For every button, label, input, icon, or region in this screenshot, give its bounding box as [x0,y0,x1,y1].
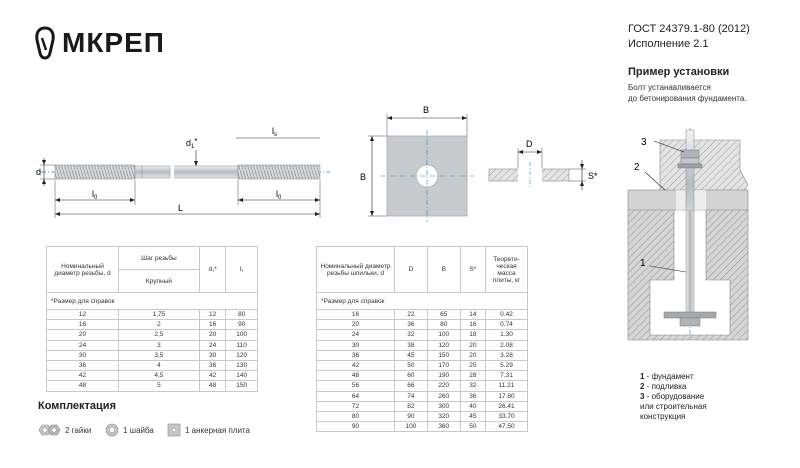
bolt-drawing [36,126,330,218]
installation-note-line-1: Болт устанавливается [628,83,711,92]
callout-3: 3 [641,137,647,148]
table-row: 72 82 300 40 26.41 [317,401,528,411]
bolt-thread-right [238,165,320,179]
execution-label: Исполнение 2.1 [628,38,709,50]
legend-item-3: 3 - оборудование [640,392,705,401]
installation-note-line-2: до бетонирования фундамента. [628,94,747,103]
table-row: 16 2 16 90 [47,320,258,330]
table-row: 36 4 36 130 [47,360,258,370]
nut-icon [38,423,62,437]
equipment-section [660,140,748,196]
table-row: 48 5 48 150 [47,381,258,391]
table-row: 36 45 150 20 3.28 [317,350,528,360]
t1-header-l: l₁ [226,247,258,293]
t1-header-pitch-sub: Крупный [119,270,200,293]
t1-note: *Размер для справок [47,293,258,310]
t1-header-pitch: Шаг резьбы [119,247,200,270]
t2-header-D: D [395,247,428,293]
table-row: 80 90 320 45 33.70 [317,411,528,421]
anchor-plate-drawing [360,105,474,222]
table-row: 30 38 120 20 2.08 [317,340,528,350]
bolt-thread-left [55,165,135,179]
nut-foundation [680,318,700,326]
table-row: 42 50 170 25 5.29 [317,360,528,370]
nut-top [681,150,699,158]
t1-header-d1: d₁* [199,247,226,293]
dim-S: S* [588,171,598,181]
brand-name: МКРЕП [62,27,165,58]
dim-D: D [526,139,533,149]
dim-d1: $d_1*$ [186,137,198,150]
kit-title: Комплектация [38,400,116,412]
table-row: 20 36 80 16 0.74 [317,320,528,330]
table-row: 24 3 24 110 [47,340,258,350]
legend-item-3-line-2: или строительная [640,402,707,411]
dim-L: L [178,203,184,213]
table-row: 56 66 220 32 11.21 [317,381,528,391]
table-row: 48 60 190 28 7.31 [317,371,528,381]
dim-d: d [36,167,42,177]
kit-plate-label: 1 анкерная плита [185,425,250,435]
kit-washer-label: 1 шайба [123,425,154,435]
foundation-drawing [620,210,760,350]
dim-l0-right: $l_0$ [276,189,282,201]
t1-header-diameter: Номинальный диаметр резьбы, d [47,247,119,293]
table-row: 20 2,5 20 100 [47,330,258,340]
anchor-plate-installed [664,312,716,318]
dim-B-side: B [360,172,367,182]
table-row: 12 1,75 12 80 [47,310,258,320]
t2-header-S: S* [460,247,485,293]
kit-nuts-label: 2 гайки [65,425,92,435]
table-row: 24 32 100 18 1.30 [317,330,528,340]
t2-header-mass: Теорети- ческая масса плиты, кг [486,247,528,293]
t2-header-B: B [427,247,460,293]
installation-example-title: Пример установки [628,66,730,78]
dim-l0-left: $l_0$ [92,189,98,201]
table-row: 90 100 360 50 47.50 [317,422,528,432]
dim-B-top: B [423,105,430,115]
legend-item-1: 1 - фундамент [640,372,694,381]
legend-item-3-line-3: конструкция [640,412,686,421]
t2-note: *Размер для справок [317,293,528,310]
legend-item-2: 2 - подливка [640,382,687,391]
installation-legend [640,372,707,422]
kit-item-washer [104,423,154,437]
callout-2: 2 [634,162,640,173]
washer-icon [104,423,120,437]
table-row: 42 4,5 42 140 [47,371,258,381]
anchor-plate-icon [166,423,182,437]
washer-installed [678,164,702,168]
washer-drawing [489,139,598,190]
dim-ls: $l_s$ [272,126,277,138]
kit-item-nuts [38,423,91,437]
table-row: 30 3,5 30 120 [47,350,258,360]
nut-bottom [681,158,699,164]
gost-standard: ГОСТ 24379.1-80 (2012) [628,23,750,35]
thread-table [46,246,258,392]
callout-1: 1 [640,258,646,269]
table-row: 16 22 65 14 0.42 [317,310,528,320]
plate-table [316,246,528,432]
kit-item-plate [166,423,250,437]
t2-header-diameter: Номинальный диаметр резьбы шпильки, d [317,247,395,293]
table-row: 64 74 260 36 17.80 [317,391,528,401]
